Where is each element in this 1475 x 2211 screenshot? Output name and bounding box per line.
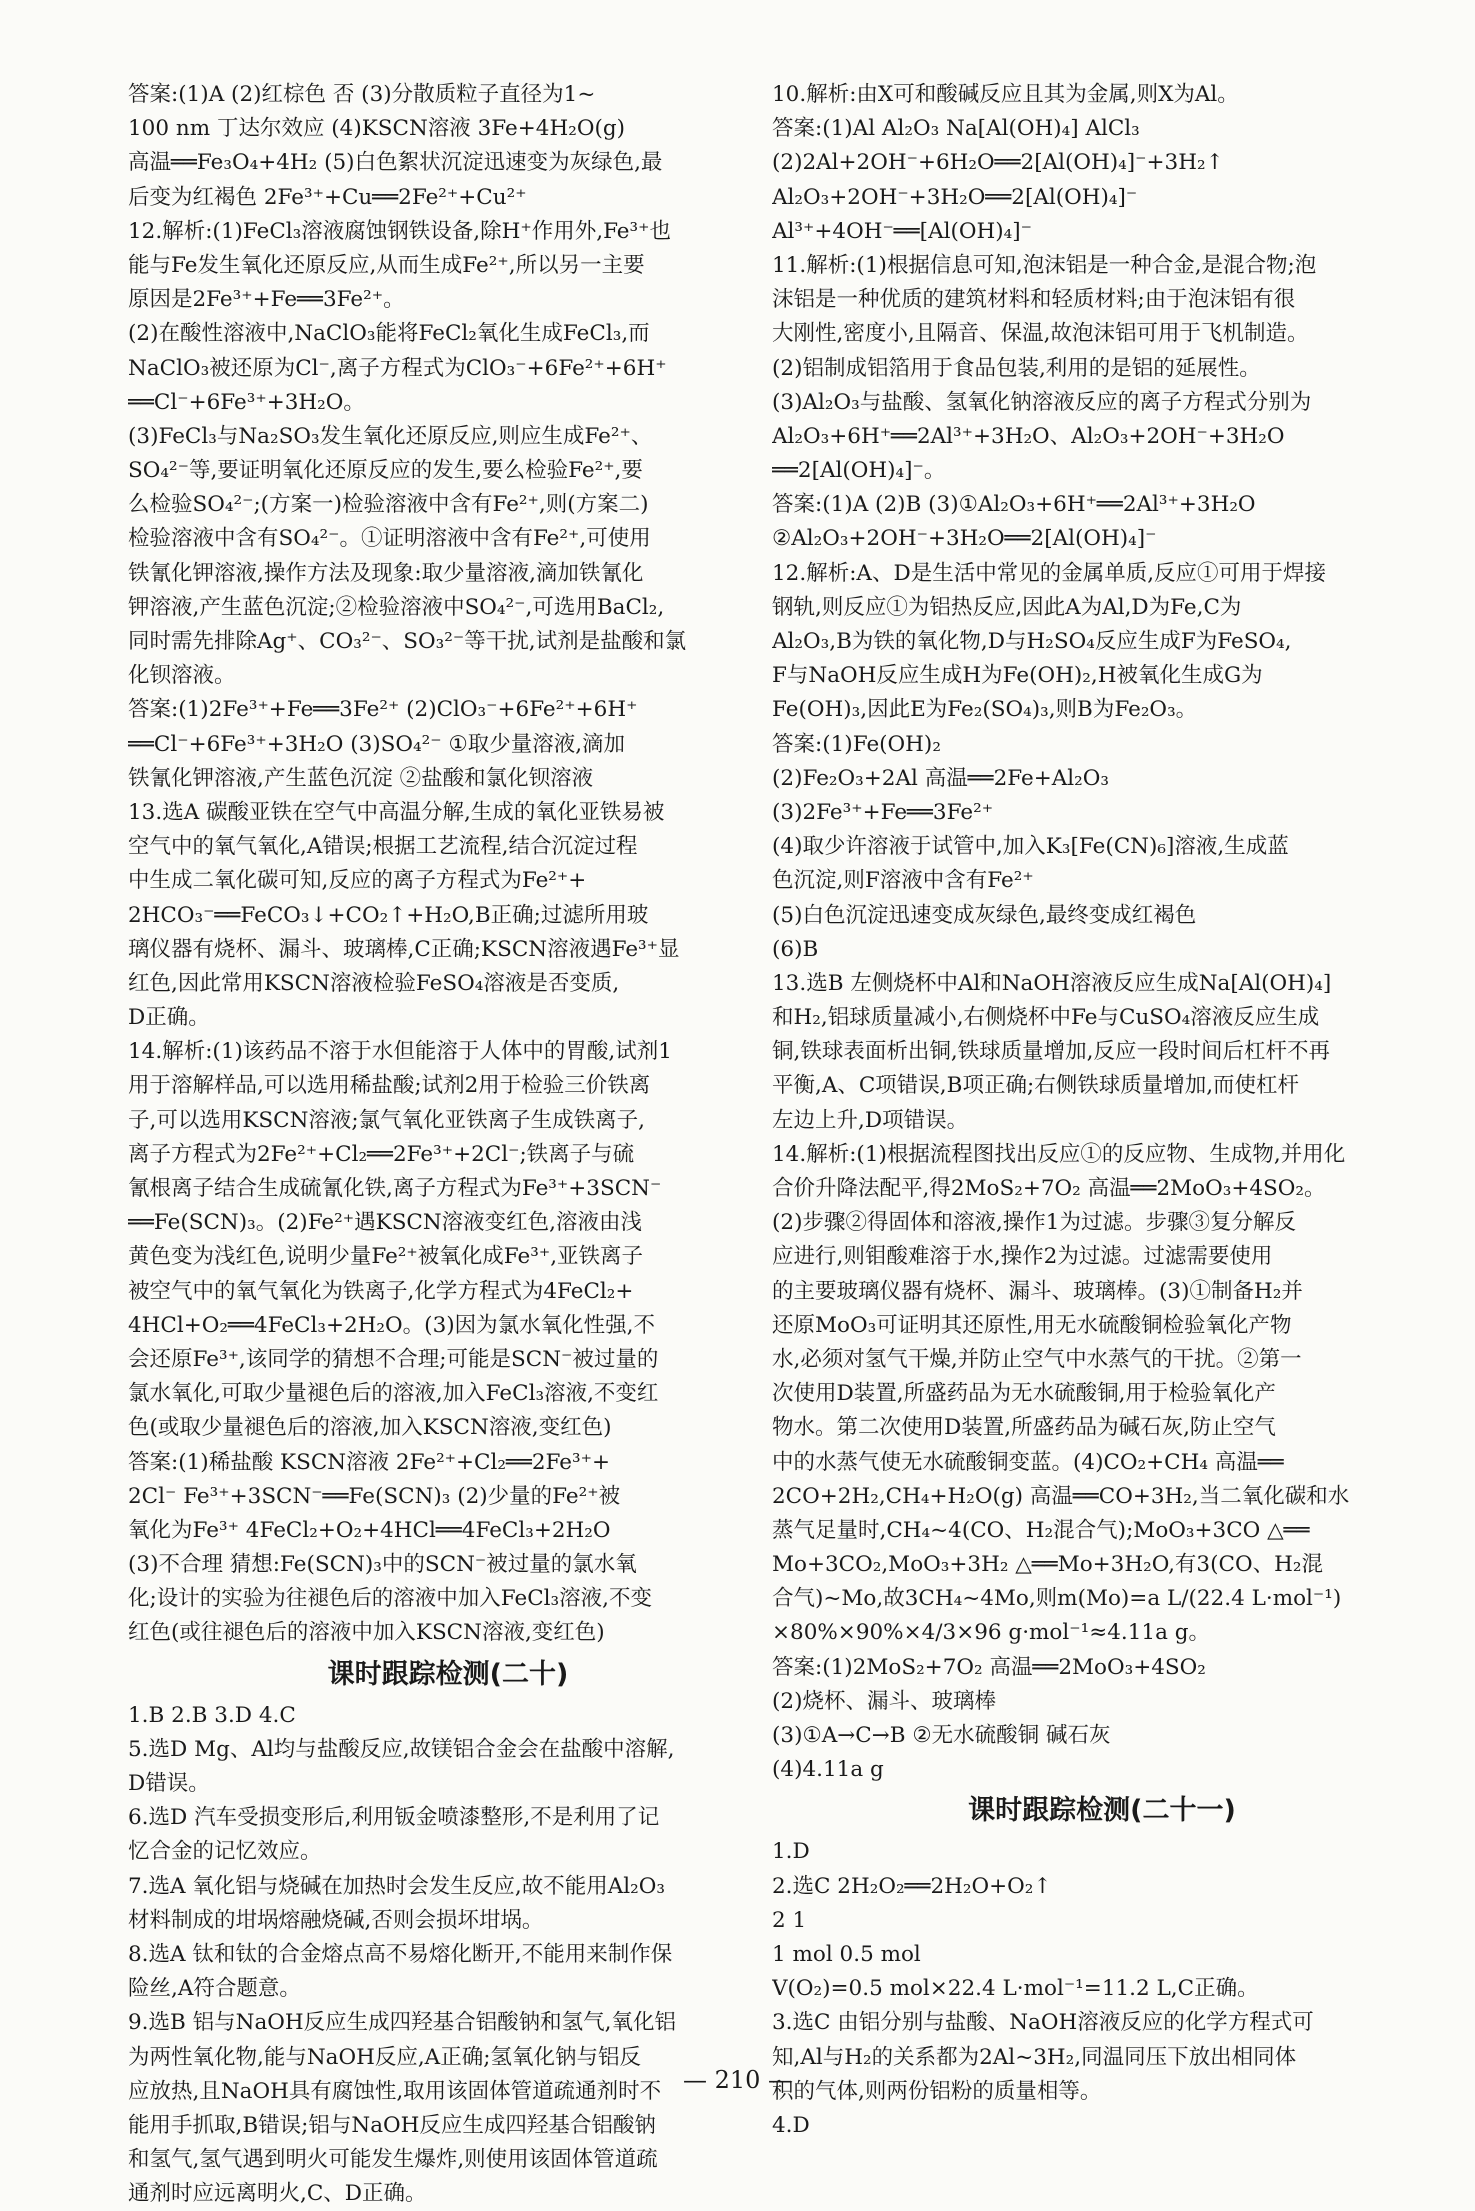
text-line: 铁氰化钾溶液,操作方法及现象:取少量溶液,滴加铁氰化 — [128, 560, 644, 586]
text-line: (4)4.11a g — [772, 1757, 884, 1783]
text-line: 能与Fe发生氧化还原反应,从而生成Fe²⁺,所以另一主要 — [128, 252, 645, 278]
text-line: 化钡溶液。 — [128, 663, 236, 689]
text-line: 答案:(1)A (2)B (3)①Al₂O₃+6H⁺══2Al³⁺+3H₂O — [772, 492, 1256, 518]
text-line: ②Al₂O₃+2OH⁻+3H₂O══2[Al(OH)₄]⁻ — [772, 526, 1157, 552]
text-line: 为两性氧化物,能与NaOH反应,A正确;氢氧化钠与铝反 — [128, 2044, 641, 2070]
text-line: 5.选D Mg、Al均与盐酸反应,故镁铝合金会在盐酸中溶解, — [128, 1736, 675, 1762]
text-line: 3.选C 由铝分别与盐酸、NaOH溶液反应的化学方程式可 — [772, 2010, 1314, 2036]
left-column — [128, 78, 768, 2211]
text-line: 12.解析:A、D是生活中常见的金属单质,反应①可用于焊接 — [772, 560, 1327, 586]
text-line: (3)不合理 猜想:Fe(SCN)₃中的SCN⁻被过量的氯水氧 — [128, 1552, 637, 1578]
text-line: V(O₂)=0.5 mol×22.4 L·mol⁻¹=11.2 L,C正确。 — [772, 1976, 1259, 2002]
text-line: 子,可以选用KSCN溶液;氯气氧化亚铁离子生成铁离子, — [128, 1107, 645, 1133]
text-line: (6)B — [772, 936, 819, 962]
text-line: 合价升降法配平,得2MoS₂+7O₂ 高温══2MoO₃+4SO₂。 — [772, 1176, 1326, 1201]
text-line: 水,必须对氢气干燥,并防止空气中水蒸气的干扰。②第一 — [772, 1346, 1302, 1372]
text-line: 离子方程式为2Fe²⁺+Cl₂══2Fe³⁺+2Cl⁻;铁离子与硫 — [128, 1141, 635, 1167]
text-line: 的主要玻璃仪器有烧杯、漏斗、玻璃棒。(3)①制备H₂并 — [772, 1278, 1303, 1304]
text-line: 1 mol 0.5 mol — [772, 1941, 921, 1967]
text-line: (2)步骤②得固体和溶液,操作1为过滤。步骤③复分解反 — [772, 1210, 1296, 1236]
text-line: 应放热,且NaOH具有腐蚀性,取用该固体管道疏通剂时不 — [128, 2078, 662, 2104]
text-line: (2)Fe₂O₃+2Al 高温══2Fe+Al₂O₃ — [772, 765, 1110, 791]
text-line: 次使用D装置,所盛药品为无水硫酸铜,用于检验氧化产 — [772, 1381, 1276, 1407]
text-line: 钾溶液,产生蓝色沉淀;②检验溶液中SO₄²⁻,可选用BaCl₂, — [128, 594, 665, 620]
text-line: 10.解析:由X可和酸碱反应且其为金属,则X为Al。 — [772, 82, 1239, 107]
text-line: 色(或取少量褪色后的溶液,加入KSCN溶液,变红色) — [128, 1415, 612, 1441]
text-line: 铜,铁球表面析出铜,铁球质量增加,反应一段时间后杠杆不再 — [772, 1039, 1331, 1065]
text-line: (4)取少许溶液于试管中,加入K₃[Fe(CN)₆]溶液,生成蓝 — [772, 834, 1289, 860]
text-line: 2HCO₃⁻══FeCO₃↓+CO₂↑+H₂O,B正确;过滤所用玻 — [128, 902, 649, 928]
text-line: (2)铝制成铝箔用于食品包装,利用的是铝的延展性。 — [772, 355, 1261, 381]
right-column — [772, 78, 1432, 2143]
text-line: (3)①A→C→B ②无水硫酸铜 碱石灰 — [772, 1723, 1111, 1748]
text-line: (3)2Fe³⁺+Fe══3Fe²⁺ — [772, 799, 994, 825]
text-line: 钢轨,则反应①为铝热反应,因此A为Al,D为Fe,C为 — [772, 594, 1242, 620]
text-line: Al₂O₃+6H⁺══2Al³⁺+3H₂O、Al₂O₃+2OH⁻+3H₂O — [772, 423, 1285, 449]
text-line: D错误。 — [128, 1771, 210, 1796]
text-line: 后变为红褐色 2Fe³⁺+Cu══2Fe²⁺+Cu²⁺ — [128, 184, 527, 210]
text-line: 黄色变为浅红色,说明少量Fe²⁺被氧化成Fe³⁺,亚铁离子 — [128, 1244, 644, 1270]
text-line: 大刚性,密度小,且隔音、保温,故泡沫铝可用于飞机制造。 — [772, 321, 1309, 347]
text-line: ══2[Al(OH)₄]⁻。 — [772, 458, 946, 484]
text-line: 14.解析:(1)根据流程图找出反应①的反应物、生成物,并用化 — [772, 1141, 1346, 1167]
section-heading: 课时跟踪检测(二十) — [327, 1658, 569, 1690]
text-line: (2)在酸性溶液中,NaClO₃能将FeCl₂氧化生成FeCl₃,而 — [128, 321, 650, 347]
text-line: 同时需先排除Ag⁺、CO₃²⁻、SO₃²⁻等干扰,试剂是盐酸和氯 — [128, 629, 687, 654]
text-line: 2CO+2H₂,CH₄+H₂O(g) 高温══CO+3H₂,当二氧化碳和水 — [772, 1483, 1350, 1509]
text-line: 2 1 — [772, 1907, 807, 1933]
text-line: 会还原Fe³⁺,该同学的猜想不合理;可能是SCN⁻被过量的 — [128, 1346, 659, 1372]
text-line: 答案:(1)2Fe³⁺+Fe══3Fe²⁺ (2)ClO₃⁻+6Fe²⁺+6H⁺ — [128, 697, 638, 723]
text-line: 高温══Fe₃O₄+4H₂ (5)白色絮状沉淀迅速变为灰绿色,最 — [128, 150, 663, 176]
text-line: Al³⁺+4OH⁻══[Al(OH)₄]⁻ — [772, 218, 1032, 244]
text-line: SO₄²⁻等,要证明氧化还原反应的发生,要么检验Fe²⁺,要 — [128, 458, 643, 484]
text-line: 答案:(1)A (2)红棕色 否 (3)分散质粒子直径为1~ — [128, 82, 596, 107]
text-line: 能用手抓取,B错误;铝与NaOH反应生成四羟基合铝酸钠 — [128, 2112, 656, 2138]
text-line: 14.解析:(1)该药品不溶于水但能溶于人体中的胃酸,试剂1 — [128, 1039, 672, 1065]
text-line: 6.选D 汽车受损变形后,利用钣金喷漆整形,不是利用了记 — [128, 1805, 660, 1831]
text-line: Mo+3CO₂,MoO₃+3H₂ △══Mo+3H₂O,有3(CO、H₂混 — [772, 1552, 1323, 1578]
text-line: 沫铝是一种优质的建筑材料和轻质材料;由于泡沫铝有很 — [772, 287, 1296, 313]
text-line: 4HCl+O₂══4FeCl₃+2H₂O。(3)因为氯水氧化性强,不 — [128, 1312, 655, 1338]
text-line: NaClO₃被还原为Cl⁻,离子方程式为ClO₃⁻+6Fe²⁺+6H⁺ — [128, 355, 667, 381]
text-line: 忆合金的记忆效应。 — [128, 1839, 322, 1865]
text-line: 红色(或往褪色后的溶液中加入KSCN溶液,变红色) — [128, 1620, 605, 1646]
text-line: 2Cl⁻ Fe³⁺+3SCN⁻══Fe(SCN)₃ (2)少量的Fe²⁺被 — [128, 1483, 621, 1509]
text-line: 8.选A 钛和钛的合金熔点高不易熔化断开,不能用来制作保 — [128, 1941, 673, 1967]
text-line: 知,Al与H₂的关系都为2Al~3H₂,同温同压下放出相同体 — [772, 2044, 1297, 2070]
page-number: — 210 — — [682, 2066, 793, 2094]
text-line: 平衡,A、C项错误,B项正确;右侧铁球质量增加,而使杠杆 — [772, 1073, 1300, 1099]
text-line: 合气)~Mo,故3CH₄~4Mo,则m(Mo)=a L/(22.4 L·mol⁻¹) — [772, 1586, 1342, 1612]
text-line: 9.选B 铝与NaOH反应生成四羟基合铝酸钠和氢气,氧化铝 — [128, 2010, 676, 2036]
text-line: 答案:(1)2MoS₂+7O₂ 高温══2MoO₃+4SO₂ — [772, 1654, 1206, 1680]
text-line: 和H₂,铝球质量减小,右侧烧杯中Fe与CuSO₄溶液反应生成 — [772, 1005, 1320, 1031]
text-line: 11.解析:(1)根据信息可知,泡沫铝是一种合金,是混合物;泡 — [772, 252, 1317, 278]
text-line: Al₂O₃+2OH⁻+3H₂O══2[Al(OH)₄]⁻ — [772, 184, 1138, 210]
text-line: (2)2Al+2OH⁻+6H₂O══2[Al(OH)₄]⁻+3H₂↑ — [772, 150, 1224, 176]
text-line: D正确。 — [128, 1005, 210, 1031]
text-line: 被空气中的氧气氧化为铁离子,化学方程式为4FeCl₂+ — [128, 1278, 634, 1304]
text-line: 13.选B 左侧烧杯中Al和NaOH溶液反应生成Na[Al(OH)₄] — [772, 970, 1332, 996]
text-line: 1.D — [772, 1839, 810, 1865]
text-line: 12.解析:(1)FeCl₃溶液腐蚀钢铁设备,除H⁺作用外,Fe³⁺也 — [128, 218, 672, 244]
text-line: 色沉淀,则F溶液中含有Fe²⁺ — [772, 868, 1034, 894]
text-line: Al₂O₃,B为铁的氧化物,D与H₂SO₄反应生成F为FeSO₄, — [772, 629, 1292, 654]
text-line: 用于溶解样品,可以选用稀盐酸;试剂2用于检验三价铁离 — [128, 1073, 651, 1099]
text-line: 应进行,则钼酸难溶于水,操作2为过滤。过滤需要使用 — [772, 1244, 1273, 1270]
text-line: 么检验SO₄²⁻;(方案一)检验溶液中含有Fe²⁺,则(方案二) — [128, 492, 649, 518]
text-line: 材料制成的坩埚熔融烧碱,否则会损坏坩埚。 — [128, 1907, 544, 1933]
text-line: 还原MoO₃可证明其还原性,用无水硫酸铜检验氧化产物 — [772, 1312, 1292, 1338]
text-line: F与NaOH反应生成H为Fe(OH)₂,H被氧化生成G为 — [772, 663, 1263, 689]
text-line: 和氢气,氢气遇到明火可能发生爆炸,则使用该固体管道疏 — [128, 2147, 658, 2173]
text-line: ×80%×90%×4/3×96 g·mol⁻¹≈4.11a g。 — [772, 1620, 1210, 1646]
text-line: 100 nm 丁达尔效应 (4)KSCN溶液 3Fe+4H₂O(g) — [128, 116, 625, 142]
text-line: Fe(OH)₃,因此E为Fe₂(SO₄)₃,则B为Fe₂O₃。 — [772, 697, 1198, 723]
text-line: ══Cl⁻+6Fe³⁺+3H₂O (3)SO₄²⁻ ①取少量溶液,滴加 — [128, 731, 626, 757]
text-line: 1.B 2.B 3.D 4.C — [128, 1702, 296, 1728]
text-line: 氰根离子结合生成硫氰化铁,离子方程式为Fe³⁺+3SCN⁻ — [128, 1176, 662, 1201]
text-line: 氯水氧化,可取少量褪色后的溶液,加入FeCl₃溶液,不变红 — [128, 1381, 659, 1407]
text-line: 通剂时应远离明火,C、D正确。 — [128, 2181, 427, 2207]
text-line: 物水。第二次使用D装置,所盛药品为碱石灰,防止空气 — [772, 1415, 1276, 1441]
text-line: 答案:(1)Fe(OH)₂ — [772, 731, 941, 757]
text-line: 化;设计的实验为往褪色后的溶液中加入FeCl₃溶液,不变 — [128, 1586, 652, 1612]
text-line: 答案:(1)稀盐酸 KSCN溶液 2Fe²⁺+Cl₂══2Fe³⁺+ — [128, 1449, 611, 1475]
text-line: 铁氰化钾溶液,产生蓝色沉淀 ②盐酸和氯化钡溶液 — [128, 765, 594, 791]
text-line: 蒸气足量时,CH₄~4(CO、H₂混合气);MoO₃+3CO △══ — [772, 1517, 1310, 1543]
text-line: 左边上升,D项错误。 — [772, 1107, 969, 1133]
text-line: 氧化为Fe³⁺ 4FeCl₂+O₂+4HCl══4FeCl₃+2H₂O — [128, 1517, 611, 1543]
text-line: 2.选C 2H₂O₂══2H₂O+O₂↑ — [772, 1873, 1052, 1899]
text-line: 空气中的氧气氧化,A错误;根据工艺流程,结合沉淀过程 — [128, 834, 638, 860]
text-line: 4.D — [772, 2112, 810, 2138]
text-line: 积的气体,则两份铝粉的质量相等。 — [772, 2078, 1102, 2104]
text-line: 红色,因此常用KSCN溶液检验FeSO₄溶液是否变质, — [128, 970, 620, 996]
text-line: (5)白色沉淀迅速变成灰绿色,最终变成红褐色 — [772, 902, 1197, 928]
text-line: 中生成二氧化碳可知,反应的离子方程式为Fe²⁺+ — [128, 868, 587, 894]
text-line: 险丝,A符合题意。 — [128, 1976, 301, 2002]
text-line: 7.选A 氧化铝与烧碱在加热时会发生反应,故不能用Al₂O₃ — [128, 1873, 665, 1899]
text-line: 答案:(1)Al Al₂O₃ Na[Al(OH)₄] AlCl₃ — [772, 116, 1140, 142]
text-line: (3)Al₂O₃与盐酸、氢氧化钠溶液反应的离子方程式分别为 — [772, 389, 1312, 415]
text-line: 13.选A 碳酸亚铁在空气中高温分解,生成的氧化亚铁易被 — [128, 799, 665, 825]
text-line: 中的水蒸气使无水硫酸铜变蓝。(4)CO₂+CH₄ 高温══ — [772, 1449, 1284, 1475]
text-line: (2)烧杯、漏斗、玻璃棒 — [772, 1688, 996, 1714]
text-line: 原因是2Fe³⁺+Fe══3Fe²⁺。 — [128, 287, 405, 313]
text-line: 璃仪器有烧杯、漏斗、玻璃棒,C正确;KSCN溶液遇Fe³⁺显 — [128, 936, 680, 962]
section-heading: 课时跟踪检测(二十一) — [968, 1795, 1236, 1827]
text-line: ══Cl⁻+6Fe³⁺+3H₂O。 — [128, 389, 365, 415]
text-line: ══Fe(SCN)₃。(2)Fe²⁺遇KSCN溶液变红色,溶液由浅 — [128, 1210, 643, 1236]
text-line: (3)FeCl₃与Na₂SO₃发生氧化还原反应,则应生成Fe²⁺、 — [128, 423, 653, 449]
text-line: 检验溶液中含有SO₄²⁻。①证明溶液中含有Fe²⁺,可使用 — [128, 526, 651, 552]
